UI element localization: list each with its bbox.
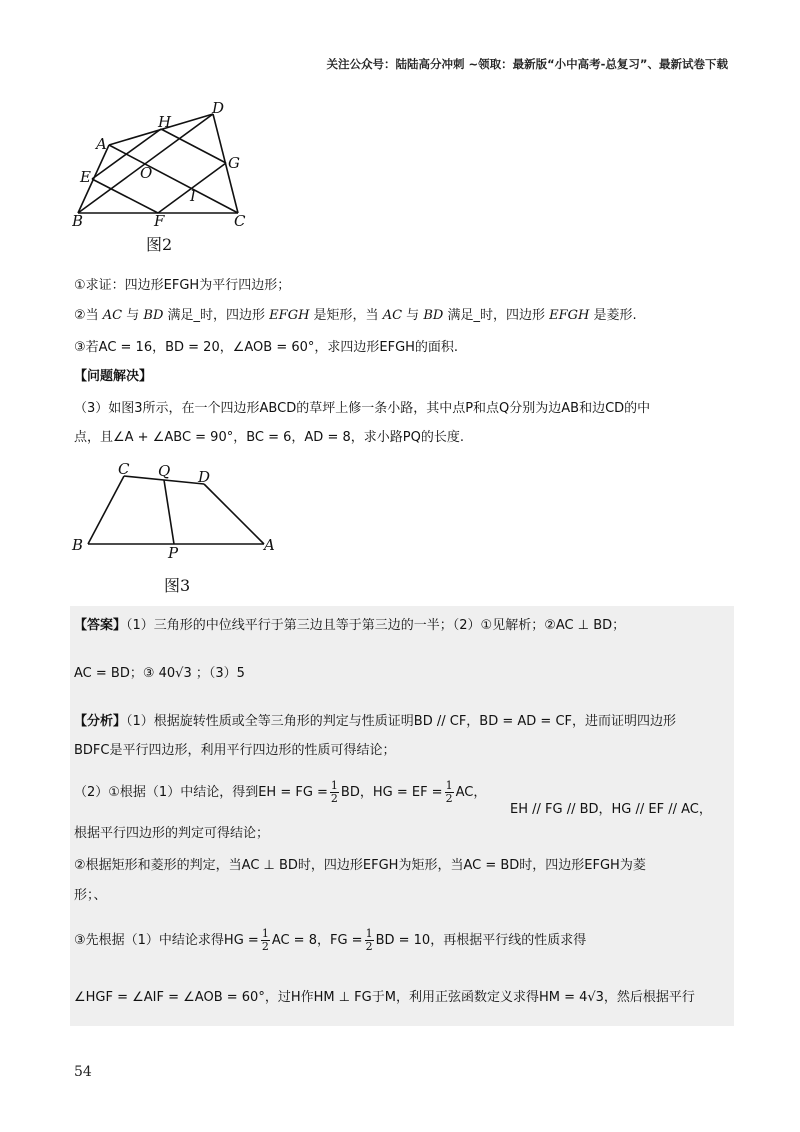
answer-line-1: 【答案】（1）三角形的中位线平行于第三边且等于第三边的一半；（2）①见解析；②AC ⊥ BD；	[74, 618, 626, 633]
analysis-line-4: 根据平行四边形的判定可得结论；	[74, 826, 270, 841]
analysis-line-3: （2）①根据（1）中结论，得到EH = FG = $\frac{1}{2}$ BD，HG = EF = $\frac{1}{2}$ AC，	[74, 779, 487, 805]
question-1: ①求证：四边形EFGH为平行四边形；	[74, 278, 291, 293]
label-H: H	[158, 113, 172, 131]
label-A: A	[264, 536, 275, 554]
page-number: 54	[74, 1064, 92, 1080]
label-Q: Q	[158, 462, 171, 480]
label-I: I	[190, 187, 196, 205]
label-D: D	[198, 468, 211, 486]
figure-3	[68, 458, 288, 562]
analysis-line-1: 【分析】（1）根据旋转性质或全等三角形的判定与性质证明BD // CF，BD = AD = CF，进而证明四边形	[74, 714, 676, 729]
problem-3-line-1: （3）如图3所示，在一个四边形ABCD的草坪上修一条小路，其中点P和点Q分别为边AB和边CD的中	[74, 401, 651, 416]
label-B: B	[72, 536, 84, 554]
fraction-half: $\frac{1}{2}$	[330, 779, 338, 805]
figure-3-diagram	[68, 458, 288, 562]
label-E: E	[80, 168, 91, 186]
fraction-half: $\frac{1}{2}$	[365, 927, 373, 953]
analysis-line-5: ②根据矩形和菱形的判定，当AC ⊥ BD时，四边形EFGH为矩形，当AC = BD时，四边形EFGH为菱	[74, 858, 646, 873]
label-B: B	[72, 212, 84, 230]
analysis-line-8: ∠HGF = ∠AIF = ∠AOB = 60°，过H作HM ⊥ FG于M，利用正弦函数定义求得HM = 4√3，然后根据平行	[74, 990, 695, 1005]
fraction-half: $\frac{1}{2}$	[261, 927, 269, 953]
problem-3-line-2: 点，且∠A + ∠ABC = 90°，BC = 6，AD = 8，求小路PQ的长度.	[74, 430, 464, 445]
figure-2	[72, 100, 272, 230]
analysis-line-2: BDFC是平行四边形，利用平行四边形的性质可得结论；	[74, 743, 396, 758]
figure-3-caption: 图3	[164, 576, 191, 595]
fraction-half: $\frac{1}{2}$	[445, 779, 453, 805]
figure-2-diagram	[72, 100, 272, 230]
label-D: D	[212, 100, 225, 117]
analysis-line-3-cont: EH // FG // BD，HG // EF // AC，	[510, 802, 712, 817]
label-P: P	[168, 544, 179, 562]
section-title: 【问题解决】	[74, 369, 153, 384]
figure-2-caption: 图2	[146, 235, 173, 254]
label-F: F	[154, 212, 165, 230]
analysis-line-7: ③先根据（1）中结论求得HG = $\frac{1}{2}$ AC = 8，FG = $\frac{1}{2}$ BD = 10，再根据平行线的性质求得	[74, 927, 587, 953]
label-G: G	[228, 154, 240, 172]
label-O: O	[140, 164, 153, 182]
analysis-line-6: 形；、	[74, 888, 107, 903]
question-3: ③若AC = 16，BD = 20，∠AOB = 60°，求四边形EFGH的面积.	[74, 340, 459, 355]
page-header: 关注公众号：陆陆高分冲刺 ~领取：最新版“小中高考-总复习”、最新试卷下载	[326, 57, 728, 71]
answer-line-2: AC = BD；③ 40√3 ；（3）5	[74, 666, 245, 681]
label-A: A	[96, 135, 107, 153]
label-C: C	[234, 212, 246, 230]
question-2: ②当 AC 与 BD 满足_时，四边形 EFGH 是矩形，当 AC 与 BD 满足_时，四边形 EFGH 是菱形.	[74, 308, 637, 323]
label-C: C	[118, 460, 130, 478]
